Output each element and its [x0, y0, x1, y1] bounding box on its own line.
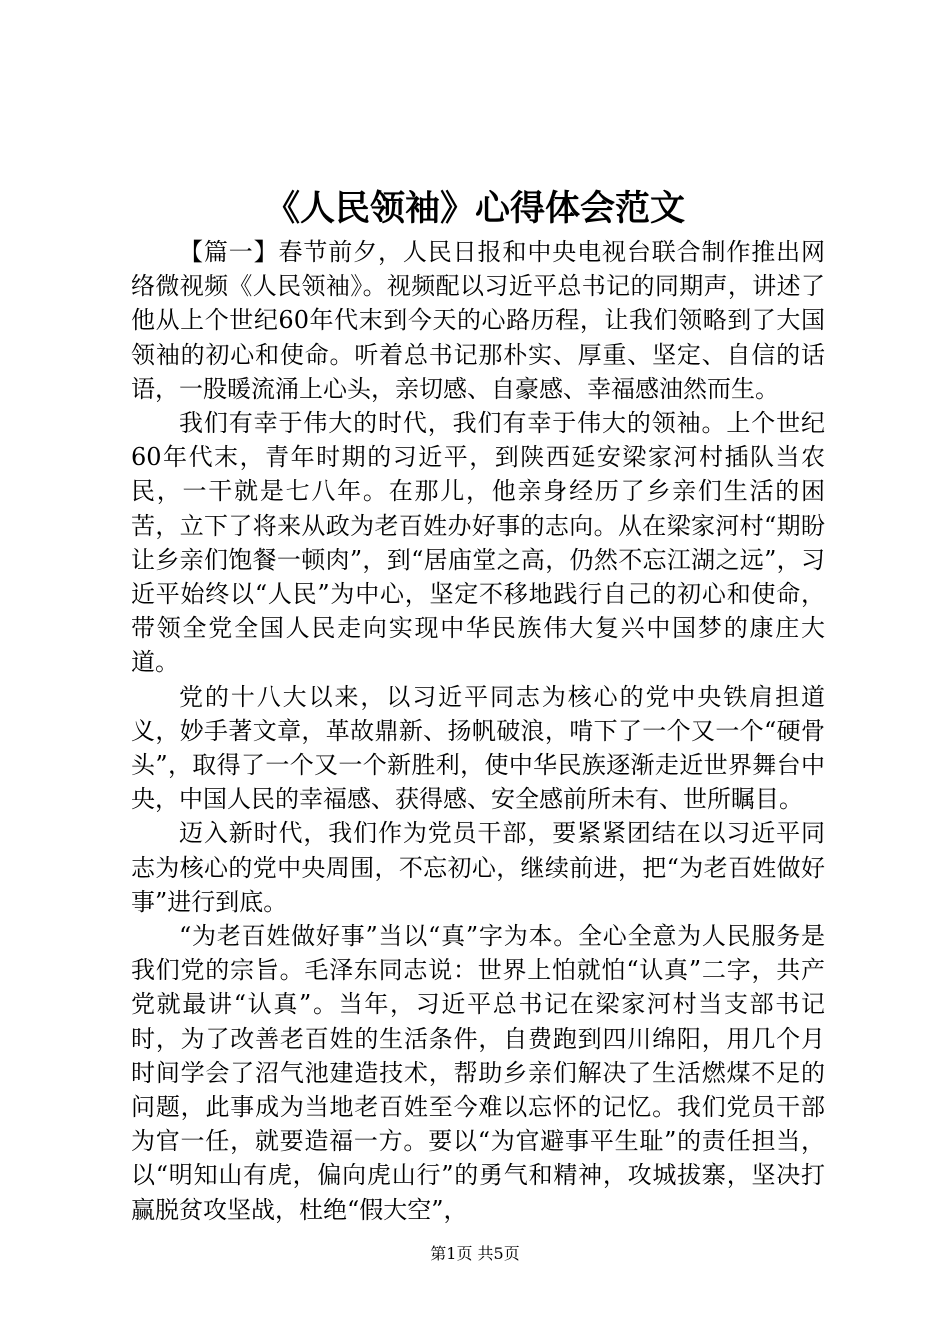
paragraph-3: 党的十八大以来，以习近平同志为核心的党中央铁肩担道义，妙手著文章，革故鼎新、扬帆破浪，啃下了一个又一个“硬骨头”，取得了一个又一个新胜利，使中华民族逐渐走近世界舞台中央，中国人民的幸福感、获得感、安全感前所未有、世所瞩目。 [131, 682, 825, 814]
document-body [131, 235, 825, 1227]
paragraph-4: 迈入新时代，我们作为党员干部，要紧紧团结在以习近平同志为核心的党中央周围，不忘初心，继续前进，把“为老百姓做好事”进行到底。 [131, 819, 825, 916]
document-title: 《人民领袖》心得体会范文 [264, 188, 685, 229]
page-number-footer: 第1页 共5页 [430, 1244, 520, 1263]
paragraph-1: 【篇一】春节前夕，人民日报和中央电视台联合制作推出网络微视频《人民领袖》。视频配以习近平总书记的同期声，讲述了他从上个世纪60年代末到今天的心路历程，让我们领略到了大国领袖的初心和使命。听着总书记那朴实、厚重、坚定、自信的话语，一股暖流涌上心头，亲切感、自豪感、幸福感油然而生。 [131, 238, 825, 403]
paragraph-2: 我们有幸于伟大的时代，我们有幸于伟大的领袖。上个世纪60年代末，青年时期的习近平，到陕西延安梁家河村插队当农民，一干就是七八年。在那儿，他亲身经历了乡亲们生活的困苦，立下了将来从政为老百姓办好事的志向。从在梁家河村“期盼让乡亲们饱餐一顿肉”，到“居庙堂之高，仍然不忘江湖之远”，习近平始终以“人民”为中心，坚定不移地践行自己的初心和使命，带领全党全国人民走向实现中华民族伟大复兴中国梦的康庄大道。 [131, 409, 825, 677]
paragraph-5: “为老百姓做好事”当以“真”字为本。全心全意为人民服务是我们党的宗旨。毛泽东同志说：世界上怕就怕“认真”二字，共产党就最讲“认真”。当年，习近平总书记在梁家河村当支部书记时，为了改善老百姓的生活条件，自费跑到四川绵阳，用几个月时间学会了沼气池建造技术，帮助乡亲们解决了生活燃煤不足的问题，此事成为当地老百姓至今难以忘怀的记忆。我们党员干部为官一任，就要造福一方。要以“为官避事平生耻”的责任担当，以“明知山有虎，偏向虎山行”的勇气和精神，攻城拔寨，坚决打赢脱贫攻坚战，杜绝“假大空”， [131, 922, 825, 1224]
